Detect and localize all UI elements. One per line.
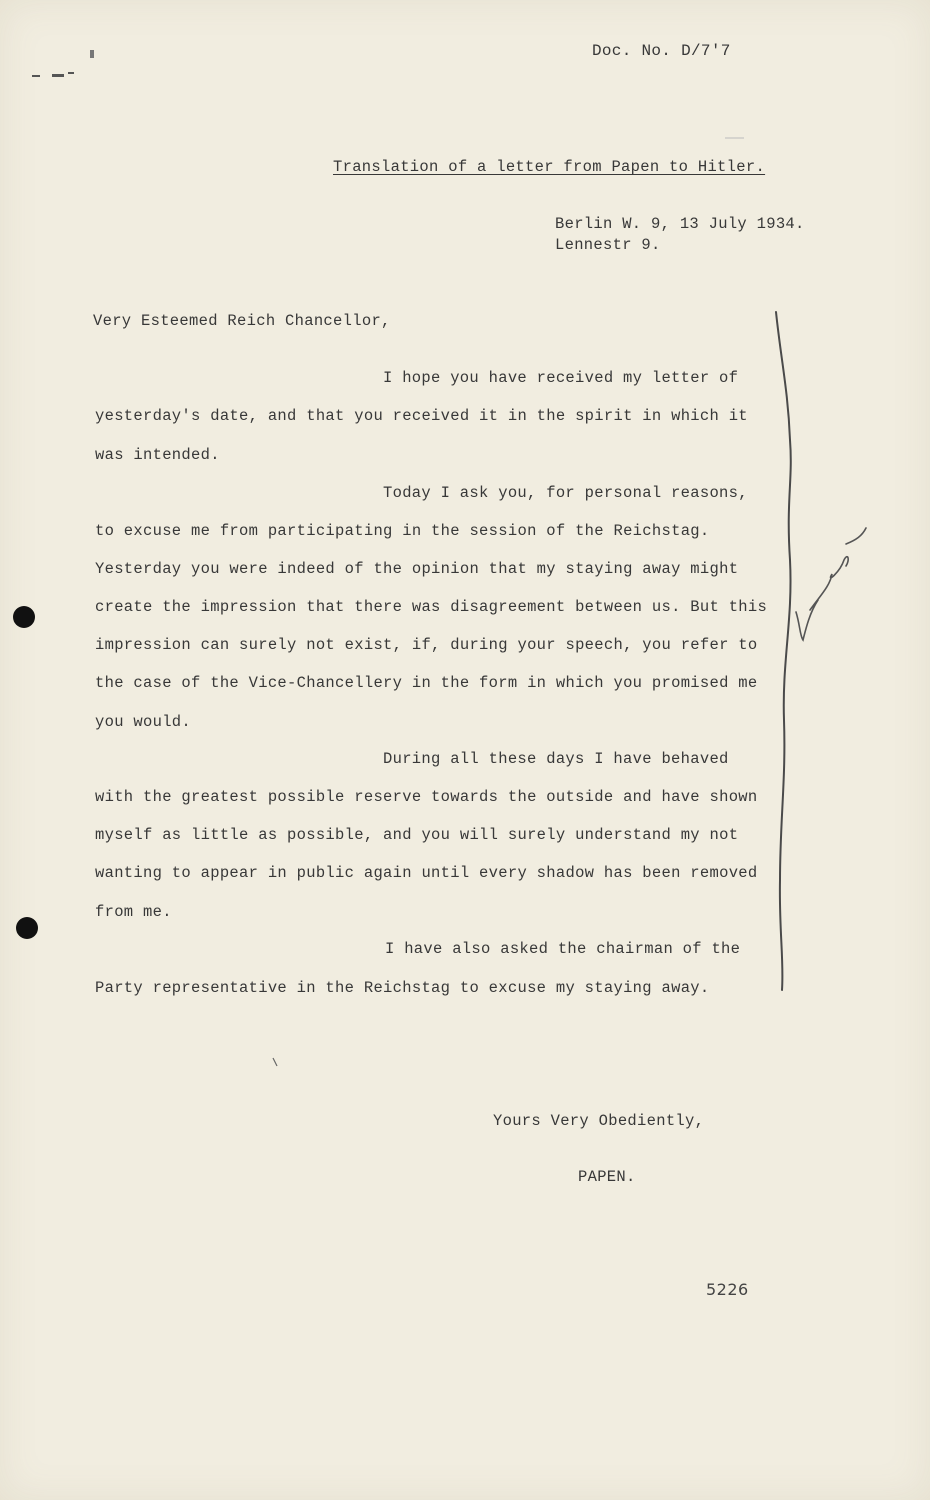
body-line: was intended.	[95, 446, 220, 464]
body-line: I have also asked the chairman of the	[385, 940, 741, 958]
body-line: create the impression that there was disagreement between us. But this	[95, 598, 768, 616]
dateline: Berlin W. 9, 13 July 1934.	[555, 215, 805, 233]
body-line: myself as little as possible, and you will surely understand my not	[95, 826, 739, 844]
document-number: Doc. No. D/7'7	[592, 42, 731, 60]
signature: PAPEN.	[578, 1168, 636, 1186]
closing: Yours Very Obediently,	[493, 1112, 705, 1130]
body-line: to excuse me from participating in the session of the Reichstag.	[95, 522, 710, 540]
body-line: Today I ask you, for personal reasons,	[383, 484, 748, 502]
body-line: the case of the Vice-Chancellery in the form in which you promised me	[95, 674, 758, 692]
body-line: impression can surely not exist, if, during your speech, you refer to	[95, 636, 758, 654]
body-line: from me.	[95, 903, 172, 921]
body-line: yesterday's date, and that you received it in the spirit in which it	[95, 407, 748, 425]
margin-pencil-line	[776, 312, 791, 990]
page-number: 5226	[706, 1280, 749, 1299]
pencil-dash	[273, 1058, 277, 1066]
body-line: Party representative in the Reichstag to excuse my staying away.	[95, 979, 710, 997]
pencil-scribble-icon	[796, 528, 866, 640]
body-line: Yesterday you were indeed of the opinion that my staying away might	[95, 560, 739, 578]
body-line: I hope you have received my letter of	[383, 369, 739, 387]
sender-address: Lennestr 9.	[555, 236, 661, 254]
document-title: Translation of a letter from Papen to Hitler.	[333, 158, 766, 176]
body-line: wanting to appear in public again until every shadow has been removed	[95, 864, 758, 882]
salutation: Very Esteemed Reich Chancellor,	[93, 312, 391, 330]
body-line: During all these days I have behaved	[383, 750, 729, 768]
body-line: you would.	[95, 713, 192, 731]
body-line: with the greatest possible reserve towards the outside and have shown	[95, 788, 758, 806]
